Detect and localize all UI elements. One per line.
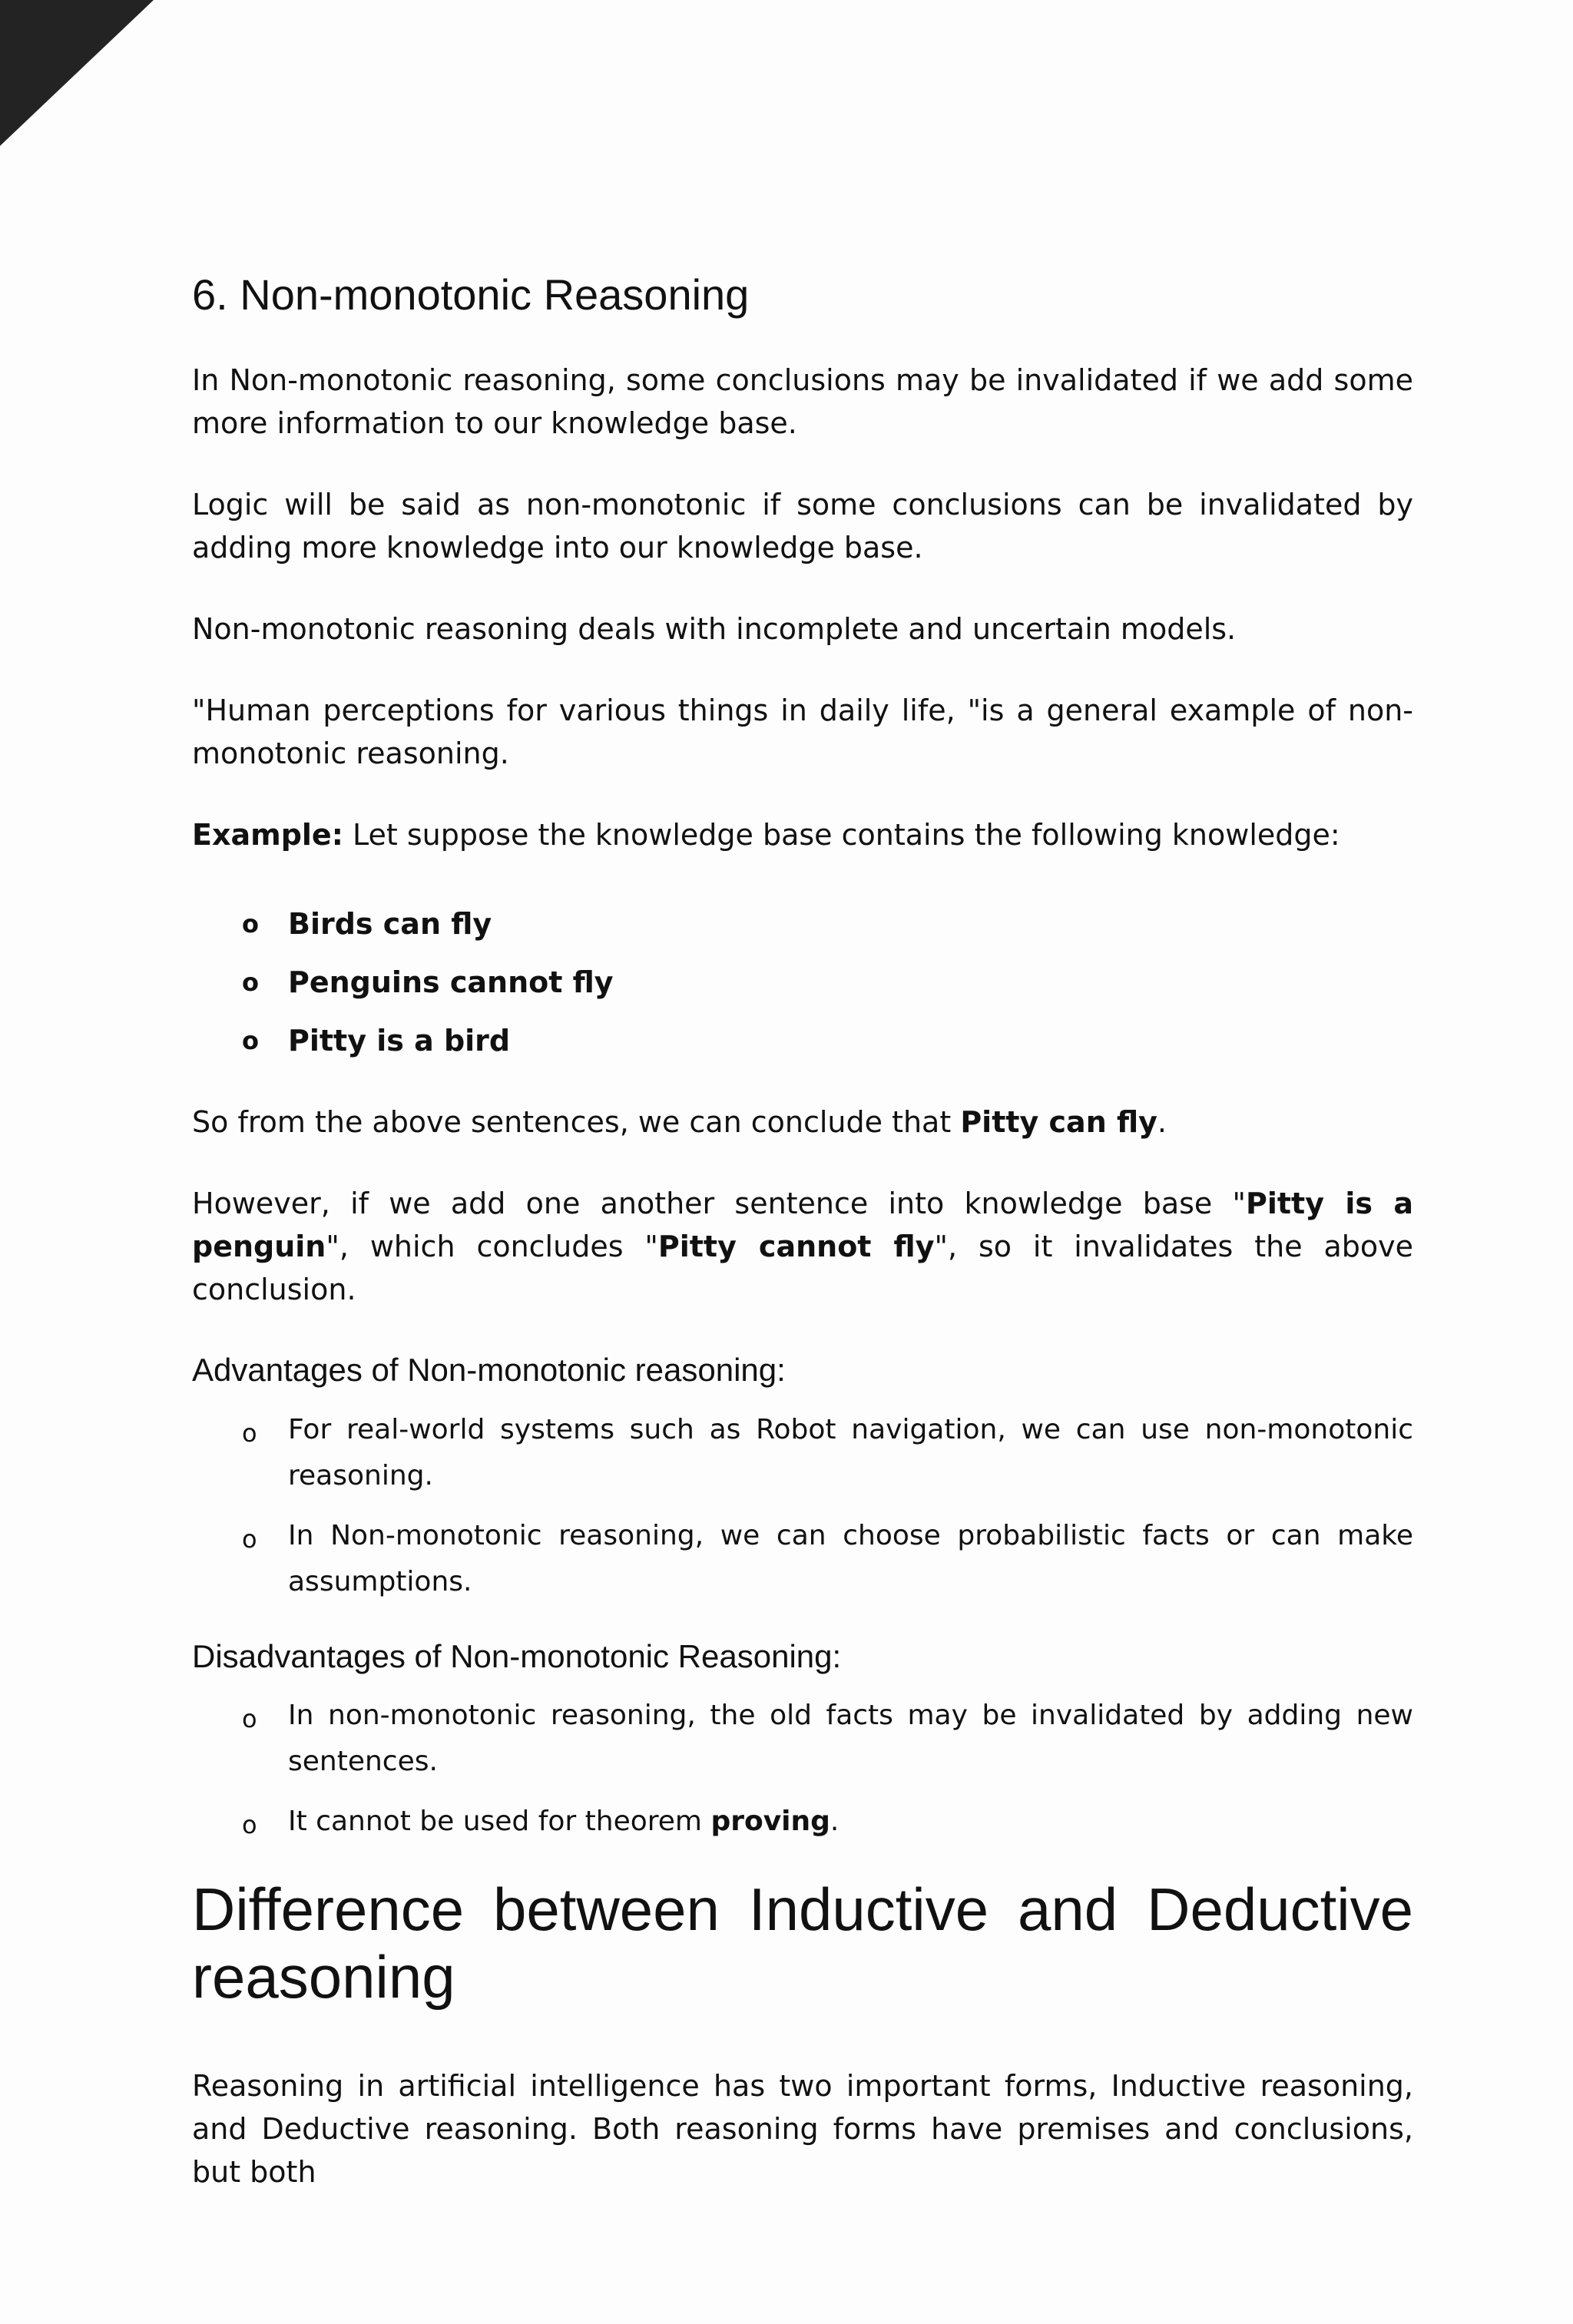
paragraph-logic: Logic will be said as non-monotonic if some conclusions can be invalidated by adding more knowledge into our knowledge base. — [192, 488, 1413, 565]
paragraph-human-perceptions: "Human perceptions for various things in daily life, "is a general example of non-monotonic reasoning. — [192, 694, 1413, 771]
list-item: o Penguins cannot fly — [192, 953, 1413, 1011]
knowledge-list — [192, 895, 1413, 1070]
paragraph-models: Non-monotonic reasoning deals with incomplete and uncertain models. — [192, 612, 1237, 647]
paragraph-difference: Reasoning in artificial intelligence has two important forms, Inductive reasoning, and Deductive reasoning. Both reasoning forms have premises and conclusions, but both — [192, 2069, 1413, 2190]
example-text: Let suppose the knowledge base contains the following knowledge: — [343, 818, 1340, 852]
paragraph-example — [192, 813, 1413, 856]
section-title: 6. Non-monotonic Reasoning — [192, 270, 750, 319]
list-item: o In non-monotonic reasoning, the old facts may be invalidated by adding new sentences. — [192, 1693, 1413, 1785]
list-item: o It cannot be used for theorem proving. — [192, 1799, 1413, 1845]
disadvantages-list — [192, 1693, 1413, 1845]
paragraph-conclusion: So from the above sentences, we can conclude that Pitty can fly. — [192, 1105, 1167, 1140]
list-item: o For real-world systems such as Robot navigation, we can use non-monotonic reasoning. — [192, 1407, 1413, 1499]
bullet-icon: o — [242, 909, 259, 939]
bullet-icon: o — [242, 1704, 257, 1734]
difference-heading: Difference between Inductive and Deductive reasoning — [192, 1875, 1413, 2011]
paragraph-however: However, if we add one another sentence into knowledge base "Pitty is a penguin", which concludes "Pitty cannot fly", so it invalidates the above conclusion. — [192, 1187, 1414, 1307]
bullet-icon: o — [242, 1810, 257, 1840]
bullet-icon: o — [242, 968, 259, 998]
document-page — [192, 269, 1413, 2232]
bullet-icon: o — [242, 1026, 259, 1056]
list-item: o In Non-monotonic reasoning, we can choose probabilistic facts or can make assumptions. — [192, 1513, 1413, 1605]
list-item: o Birds can fly — [192, 895, 1413, 953]
advantages-heading: Advantages of Non-monotonic reasoning: — [192, 1352, 786, 1389]
disadvantages-heading: Disadvantages of Non-monotonic Reasoning: — [192, 1637, 842, 1674]
paragraph-definition: In Non-monotonic reasoning, some conclusions may be invalidated if we add some more information to our knowledge base. — [192, 363, 1413, 441]
scan-corner-shadow — [0, 0, 154, 146]
advantages-list — [192, 1407, 1413, 1605]
bullet-icon: o — [242, 1418, 257, 1448]
example-label: Example: — [192, 818, 343, 852]
list-item: o Pitty is a bird — [192, 1011, 1413, 1070]
bullet-icon: o — [242, 1524, 257, 1554]
